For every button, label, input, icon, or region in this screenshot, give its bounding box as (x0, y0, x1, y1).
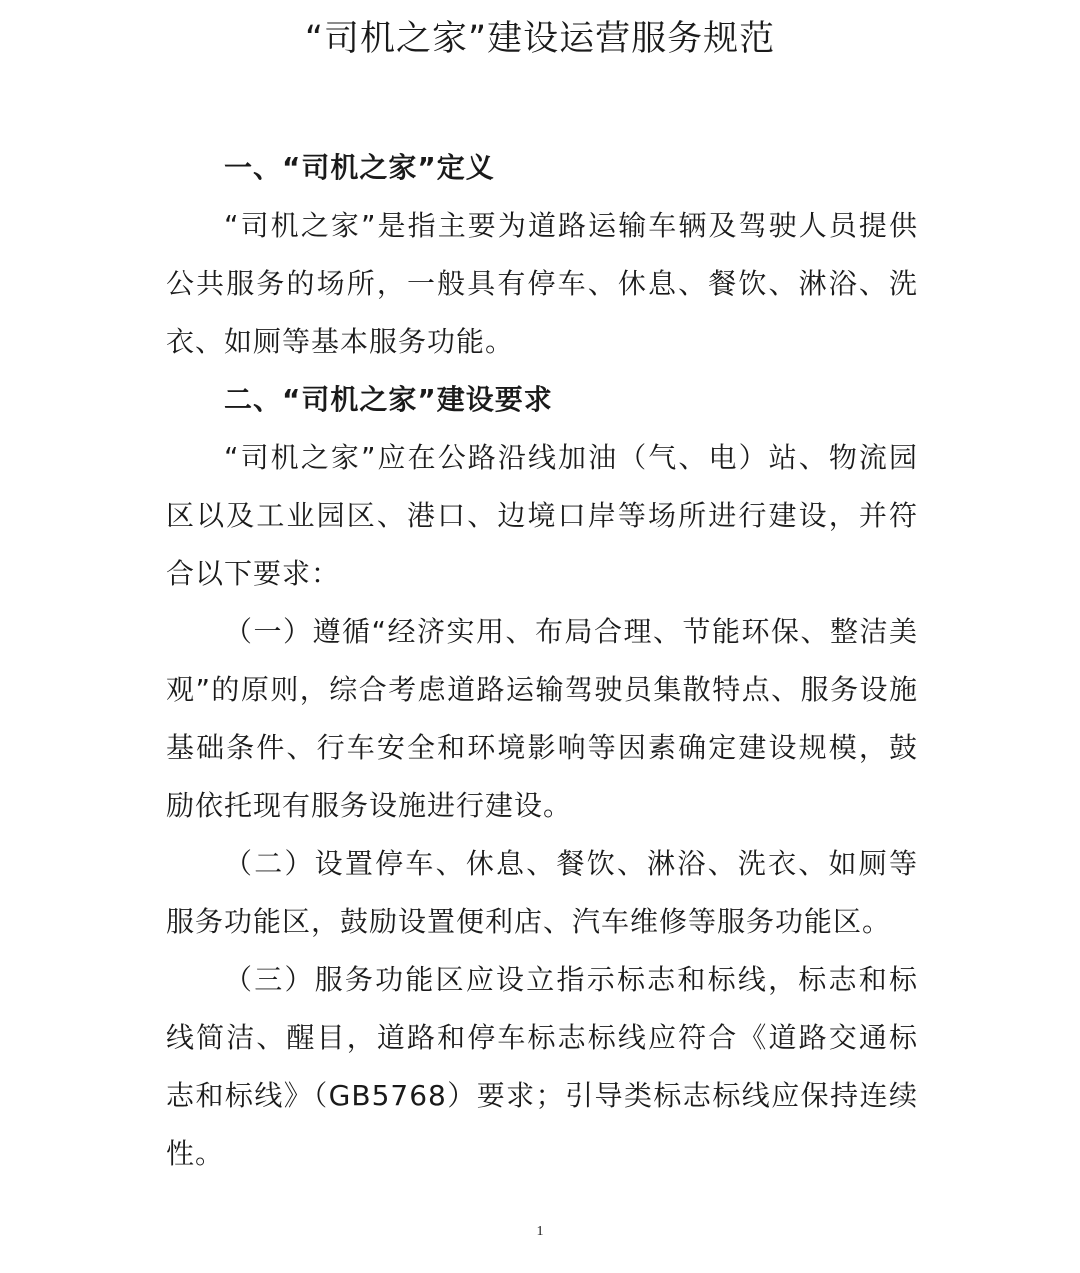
page-number: 1 (536, 1224, 544, 1239)
section-heading-definition: 一、“司机之家”定义 (224, 151, 495, 184)
document-title: “司机之家”建设运营服务规范 (304, 19, 776, 59)
section-heading-requirements: 二、“司机之家”建设要求 (224, 383, 553, 416)
requirements-intro-paragraph: “司机之家”应在公路沿线加油（气、电）站、物流园区以及工业园区、港口、边境口岸等场所进行建设，并符合以下要求： (166, 441, 918, 590)
requirement-item-3: （三）服务功能区应设立指示标志和标线，标志和标线简洁、醒目，道路和停车标志标线应符合《道路交通标志和标线》（GB5768）要求；引导类标志标线应保持连续性。 (166, 963, 918, 1170)
definition-paragraph: “司机之家”是指主要为道路运输车辆及驾驶人员提供公共服务的场所，一般具有停车、休息、餐饮、淋浴、洗衣、如厕等基本服务功能。 (166, 209, 918, 358)
document-body (166, 139, 918, 1183)
requirement-item-1: （一）遵循“经济实用、布局合理、节能环保、整洁美观”的原则，综合考虑道路运输驾驶员集散特点、服务设施基础条件、行车安全和环境影响等因素确定建设规模，鼓励依托现有服务设施进行建设。 (166, 615, 918, 822)
requirement-item-2: （二）设置停车、休息、餐饮、淋浴、洗衣、如厕等服务功能区，鼓励设置便利店、汽车维修等服务功能区。 (166, 847, 918, 938)
